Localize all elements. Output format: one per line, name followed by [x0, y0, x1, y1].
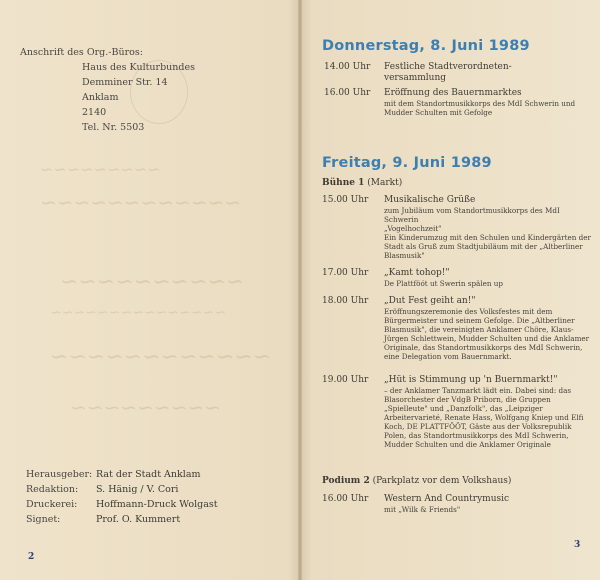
address-line: Demminer Str. 14: [82, 77, 168, 88]
page-number: 2: [28, 552, 35, 562]
address-line: Tel. Nr. 5503: [82, 122, 145, 133]
left-page: [0, 0, 298, 580]
page-number: 3: [574, 540, 581, 550]
right-page: [302, 0, 600, 580]
venue-place: (Parkplatz vor dem Volkshaus): [372, 476, 512, 486]
event-title: „Kamt tohop!": [384, 268, 450, 278]
bleed-through-text: ~~~~~~~~~~~~: [50, 345, 272, 370]
bleed-through-text: ~~~~~~~~~: [40, 160, 161, 179]
address-line: Anklam: [82, 92, 119, 103]
event-description: zum Jubiläum vom Standortmusikkorps des MdI Schwerin „Vogelhochzeit" Ein Kinderumzug mit den Schulen und Kindergärten der Stadt als Gruß zum Stadtjubiläum mit der „Altberliner Blasmusik": [384, 206, 591, 260]
venue-heading: [322, 476, 511, 486]
program-event: [322, 494, 594, 514]
imprint-row: [26, 497, 218, 512]
event-description: De Plattföót ut Swerin spälen up: [384, 279, 504, 288]
bleed-through-text: ~~~~~~~~~~~~: [40, 190, 242, 214]
event-description: mit dem Standortmusikkorps des MdI Schwerin und Mudder Schulten mit Gefolge: [384, 99, 576, 117]
imprint-label: Druckerei:: [26, 499, 78, 510]
day-heading: Donnerstag, 8. Juni 1989: [322, 38, 530, 54]
venue-name: Podium 2: [322, 476, 370, 486]
program-event: [322, 88, 594, 117]
imprint-row: [26, 467, 218, 482]
imprint-value: Prof. O. Kummert: [96, 514, 181, 525]
event-title: „Dut Fest geiht an!": [384, 296, 476, 306]
address-line: 2140: [82, 107, 107, 118]
event-time: 16.00 Uhr: [324, 88, 371, 98]
event-body: [384, 62, 594, 84]
program-event: [322, 195, 594, 260]
imprint-value: Hoffmann-Druck Wolgast: [96, 499, 218, 510]
venue-place: (Markt): [367, 178, 403, 188]
imprint-row: [26, 512, 218, 527]
event-title: „Hüt is Stimmung up 'n Buernmarkt!": [384, 375, 558, 385]
event-body: [384, 375, 594, 449]
day-heading: Freitag, 9. Juni 1989: [322, 155, 492, 171]
imprint-label: Redaktion:: [26, 484, 79, 495]
bleed-through-text: ~~~~~~~~~: [70, 395, 221, 419]
imprint-row: [26, 482, 218, 497]
imprint: [26, 467, 218, 527]
event-body: [384, 296, 594, 361]
event-body: [384, 494, 594, 514]
event-title: Musikalische Grüße: [384, 195, 476, 205]
address-label: Anschrift des Org.-Büros:: [20, 47, 143, 58]
event-description: Eröffnungszeremonie des Volksfestes mit dem Bürgermeister und seinem Gefolge. Die „Altberliner Blasmusik", die vereinigten Anklamer Chöre, Klaus-Jürgen Schlettwein, Mudder Schulten und die Anklamer Originale, das Standortmusikkorps des MdI Schwerin, eine Delegation vom Bauernmarkt.: [384, 307, 590, 361]
event-time: 17.00 Uhr: [322, 268, 369, 278]
imprint-label: Signet:: [26, 514, 61, 525]
event-time: 18.00 Uhr: [322, 296, 369, 306]
event-title: Eröffnung des Bauernmarktes: [384, 88, 522, 98]
event-time: 16.00 Uhr: [322, 494, 369, 504]
program-event: [322, 296, 594, 361]
event-time: 14.00 Uhr: [324, 62, 371, 72]
event-title: Western And Countrymusic: [384, 494, 510, 504]
event-body: [384, 268, 594, 288]
event-title: Festliche Stadtverordneten- versammlung: [384, 62, 512, 83]
bleed-through-text: ~~~~~~~~~~~~~~~: [50, 305, 226, 321]
event-body: [384, 195, 594, 260]
event-description: mit „Wilk & Friends": [384, 505, 461, 514]
venue-name: Bühne 1: [322, 178, 365, 188]
venue-heading: [322, 178, 402, 188]
imprint-label: Herausgeber:: [26, 469, 93, 480]
bleed-through-text: ~~~~~~~~~~: [60, 270, 245, 295]
imprint-value: Rat der Stadt Anklam: [96, 469, 201, 480]
event-time: 19.00 Uhr: [322, 375, 369, 385]
program-event: [322, 268, 594, 288]
address-line: Haus des Kulturbundes: [82, 62, 195, 73]
event-time: 15.00 Uhr: [322, 195, 369, 205]
program-event: [322, 375, 594, 449]
event-description: – der Anklamer Tanzmarkt lädt ein. Dabei sind: das Blasorchester der VdgB Priborn, die Gruppen „Spielleute" und „Danzfolk", das „Leipziger Arbeitervarieté, Renate Hass, Wolfgang Kniep und Elfi Koch, DE PLATTFÖÖT, Gäste aus der Volksrepublik Polen, das Standortmusikkorps des MdI Schwerin, Mudder Schulten und die Anklamer Originale: [384, 386, 584, 449]
event-body: [384, 88, 594, 117]
imprint-value: S. Hänig / V. Cori: [96, 484, 179, 495]
program-event: [322, 62, 594, 84]
